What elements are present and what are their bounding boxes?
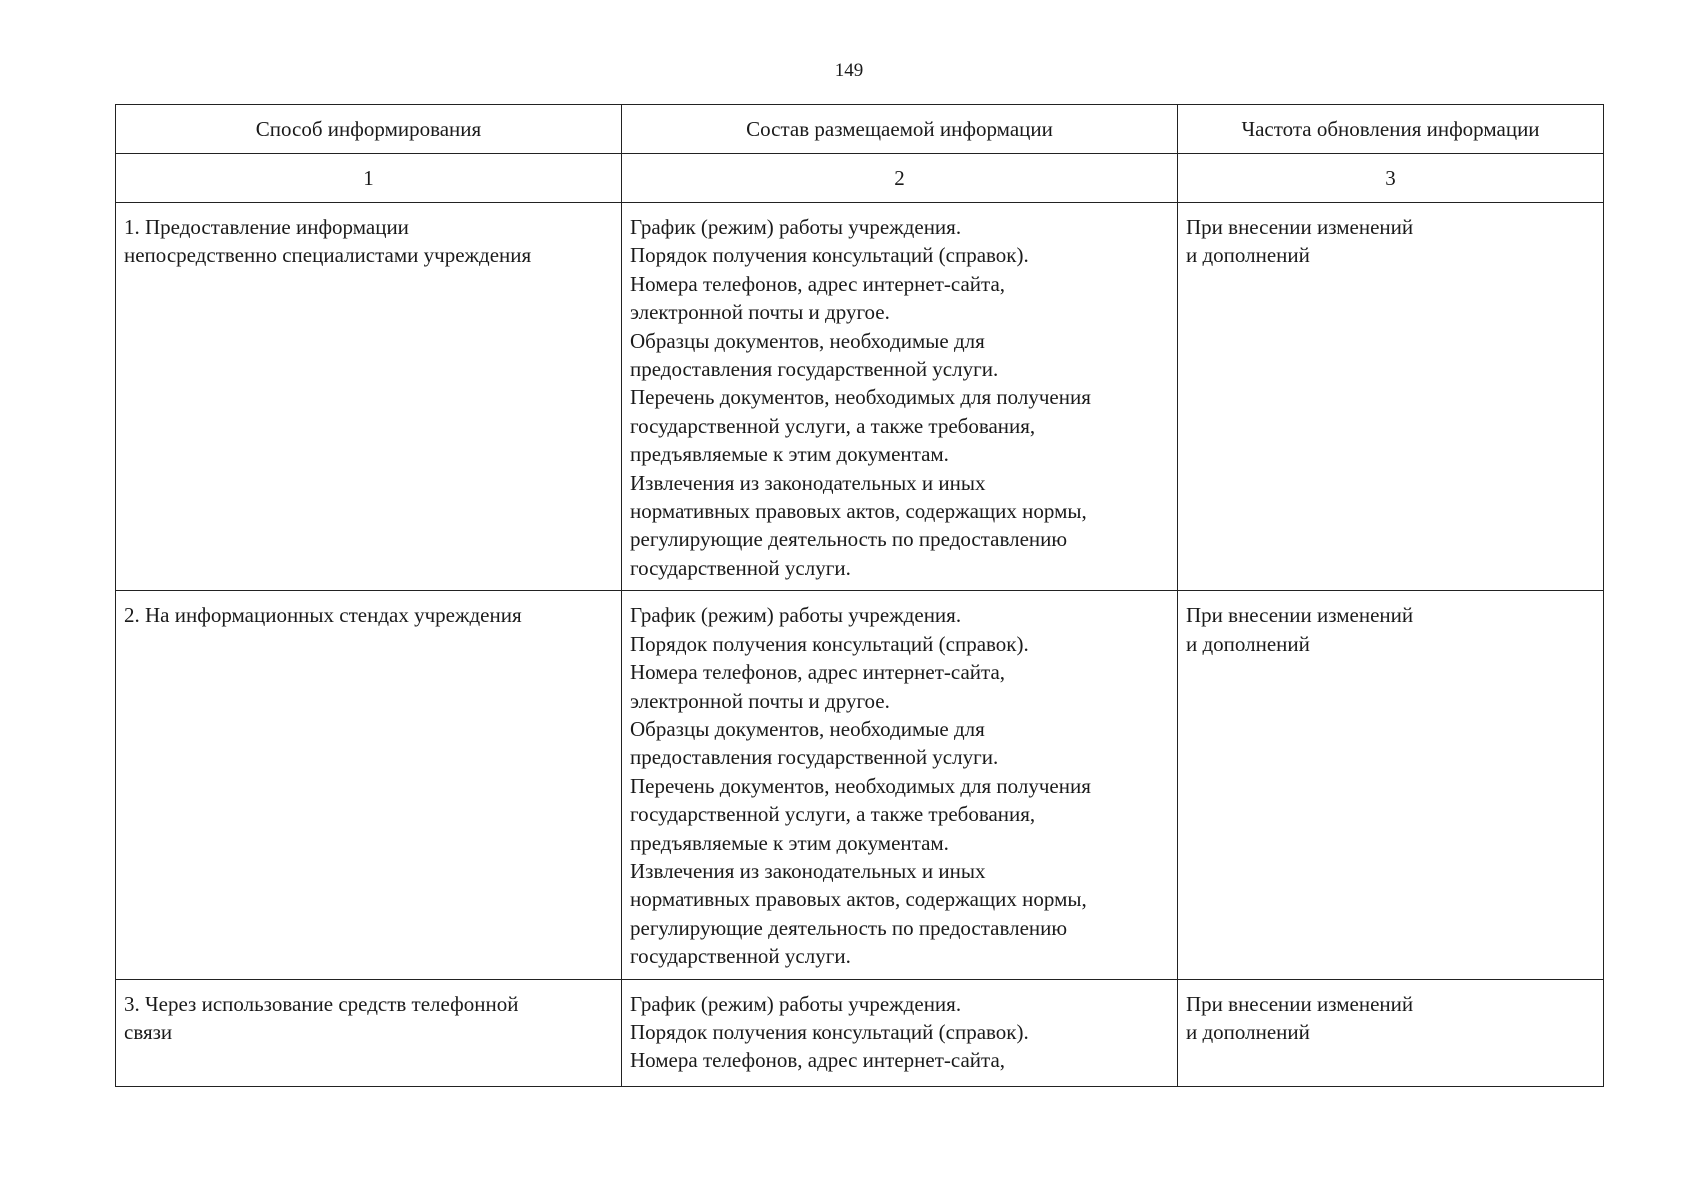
content-line: Порядок получения консультаций (справок). <box>630 631 1029 656</box>
content-line: электронной почты и другое. <box>630 688 890 713</box>
frequency-cell <box>1178 203 1604 591</box>
method-line: связи <box>124 1019 173 1044</box>
frequency-line: При внесении изменений <box>1186 215 1414 239</box>
content-line: Извлечения из законодательных и иных <box>630 858 986 883</box>
frequency-cell <box>1178 979 1604 1086</box>
frequency-line: и дополнений <box>1186 243 1310 268</box>
frequency-line: При внесении изменений <box>1186 991 1414 1016</box>
content-line: Образцы документов, необходимые для <box>630 328 985 353</box>
content-line: государственной услуги, а также требования, <box>630 413 1036 438</box>
content-line: Перечень документов, необходимых для получения <box>630 773 1091 798</box>
header-method: Способ информирования <box>116 105 622 154</box>
content-line: График (режим) работы учреждения. <box>630 991 962 1016</box>
content-line: Перечень документов, необходимых для получения <box>630 385 1091 410</box>
content-line: нормативных правовых актов, содержащих нормы, <box>630 499 1087 524</box>
frequency-line: и дополнений <box>1186 1019 1310 1044</box>
content-line: нормативных правовых актов, содержащих нормы, <box>630 887 1087 912</box>
content-line: предоставления государственной услуги. <box>630 745 999 770</box>
content-line: Образцы документов, необходимые для <box>630 716 985 741</box>
method-cell <box>116 979 622 1086</box>
header-content: Состав размещаемой информации <box>622 105 1178 154</box>
information-table <box>115 104 1604 1087</box>
method-line: 3. Через использование средств телефонной <box>124 991 519 1016</box>
content-line: электронной почты и другое. <box>630 300 890 325</box>
content-line: График (режим) работы учреждения. <box>630 603 962 628</box>
header-row <box>116 105 1604 154</box>
header-frequency: Частота обновления информации <box>1178 105 1604 154</box>
page-number: 149 <box>834 60 864 81</box>
content-line: государственной услуги. <box>630 944 851 969</box>
content-line: Порядок получения консультаций (справок). <box>630 1019 1029 1044</box>
frequency-line: и дополнений <box>1186 631 1310 656</box>
content-line: Номера телефонов, адрес интернет-сайта, <box>630 1048 1006 1073</box>
content-line: Извлечения из законодательных и иных <box>630 470 986 495</box>
column-number-row <box>116 154 1604 203</box>
content-line: предъявляемые к этим документам. <box>630 830 949 855</box>
table-row <box>116 979 1604 1086</box>
content-line: регулирующие деятельность по предоставлению <box>630 915 1068 940</box>
column-number-2: 2 <box>622 154 1178 203</box>
method-line: 1. Предоставление информации <box>124 215 409 239</box>
content-line: регулирующие деятельность по предоставлению <box>630 527 1068 552</box>
content-cell <box>622 979 1178 1086</box>
column-number-3: 3 <box>1178 154 1604 203</box>
method-cell <box>116 203 622 591</box>
method-cell <box>116 591 622 979</box>
content-cell <box>622 591 1178 979</box>
content-line: предъявляемые к этим документам. <box>630 442 949 467</box>
frequency-line: При внесении изменений <box>1186 603 1414 628</box>
column-number-1: 1 <box>116 154 622 203</box>
table-row <box>116 591 1604 979</box>
content-line: предоставления государственной услуги. <box>630 357 999 382</box>
method-line: 2. На информационных стендах учреждения <box>124 603 522 628</box>
method-line: непосредственно специалистами учреждения <box>124 243 532 268</box>
content-line: График (режим) работы учреждения. <box>630 215 962 239</box>
content-line: государственной услуги. <box>630 555 851 580</box>
content-line: Порядок получения консультаций (справок). <box>630 243 1029 268</box>
frequency-cell <box>1178 591 1604 979</box>
content-cell <box>622 203 1178 591</box>
table-row <box>116 203 1604 591</box>
content-line: государственной услуги, а также требования, <box>630 802 1036 827</box>
content-line: Номера телефонов, адрес интернет-сайта, <box>630 660 1006 685</box>
content-line: Номера телефонов, адрес интернет-сайта, <box>630 271 1006 296</box>
